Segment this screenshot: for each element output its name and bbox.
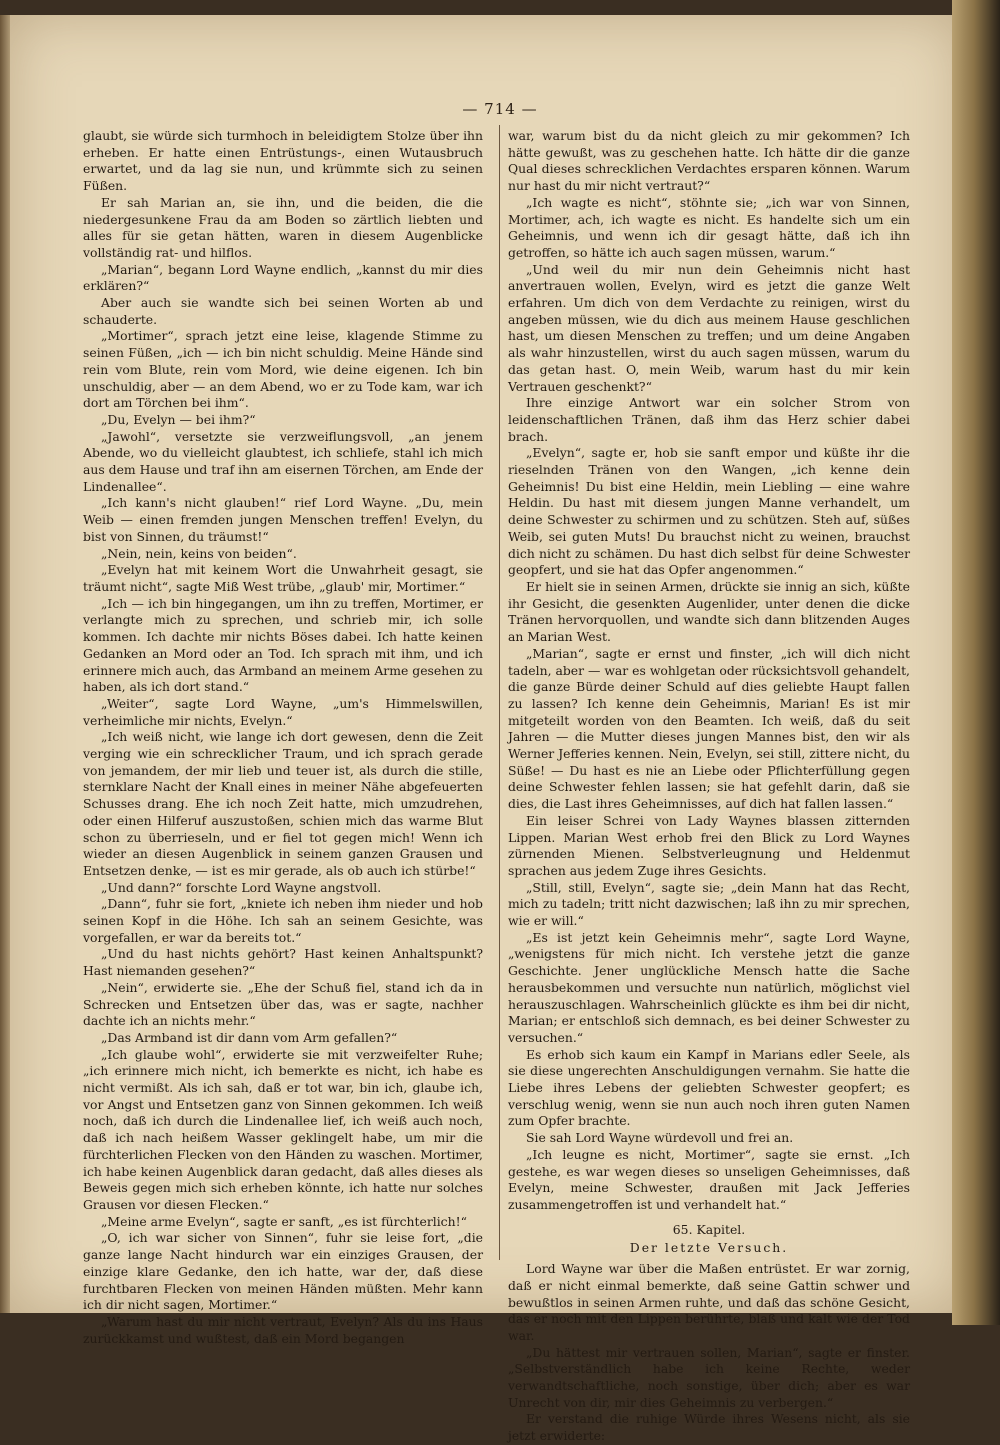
paragraph: „Ich — ich bin hingegangen, um ihn zu treffen, Mortimer, er verlangte mich zu sprechen, und schrieb mir, ich solle kommen. Ich dachte mir nichts Böses dabei. Ich hatte keinen Gedanken an Mord oder an Tod. Ich sprach mit ihm, und ich erinnere mich auch, das Armband an meinem Arme gesehen zu haben, als ich dort stand.“: [83, 595, 483, 695]
paragraph: Lord Wayne war über die Maßen entrüstet. Er war zornig, daß er nicht einmal bemerkte, daß seine Gattin schwer und bewußtlos in seinen Armen ruhte, und daß das schöne Gesicht, das er noch mit den Lippen berührte, blaß und kalt wie der Tod war.: [508, 1261, 910, 1343]
paragraph: „Ich weiß nicht, wie lange ich dort gewesen, denn die Zeit verging wie ein schrecklicher Traum, und ich sprach gerade von jemandem, der mir lieb und teuer ist, als durch die stille, sternklare Nacht der Knall eines in meiner Nähe abgefeuerten Schusses drang. Ehe ich noch Zeit hatte, mich umzudrehen, oder einen Hilferuf auszustoßen, schien mich das warme Blut schon zu überrieseln, und er fiel tot gegen mich! Wenn ich wieder an diesen Augenblick in seinem ganzen Grausen und Entsetzen denke, — ist es mir gerade, als ob auch ich stürbe!“: [83, 729, 483, 878]
paragraph: „Und weil du mir nun dein Geheimnis nicht hast anvertrauen wollen, Evelyn, wird es jetzt die ganze Welt erfahren. Um dich von dem Verdachte zu reinigen, wirst du angeben müssen, wie du dich aus meinem Hause geschlichen hast, um diesen Menschen zu treffen; und um deine Angaben als wahr hinzustellen, wirst du auch sagen müssen, warum du das getan hast. O, mein Weib, warum hast du mir kein Vertrauen geschenkt?“: [508, 261, 910, 394]
paragraph: „Evelyn hat mit keinem Wort die Unwahrheit gesagt, sie träumt nicht“, sagte Miß West trübe, „glaub' mir, Mortimer.“: [83, 562, 483, 594]
paragraph: Ein leiser Schrei von Lady Waynes blassen zitternden Lippen. Marian West erhob frei den Blick zu Lord Waynes zürnenden Mienen. Selbstverleugnung und Heldenmut sprachen aus jedem Zuge ihres Gesichts.: [508, 812, 910, 878]
paragraph: „Nein“, erwiderte sie. „Ehe der Schuß fiel, stand ich da in Schrecken und Entsetzen über das, was er sagte, nachher dachte ich an nichts mehr.“: [83, 979, 483, 1029]
paragraph: „Warum hast du mir nicht vertraut, Evelyn? Als du ins Haus zurückkamst und wußtest, daß ein Mord begangen: [83, 1313, 483, 1346]
paragraph: „Und dann?“ forschte Lord Wayne angstvoll.: [101, 879, 382, 895]
paragraph: Sie sah Lord Wayne würdevoll und frei an.: [526, 1130, 794, 1146]
column-divider: [499, 125, 500, 1260]
paragraph: „Ich kann's nicht glauben!“ rief Lord Wayne. „Du, mein Weib — einen fremden jungen Menschen treffen! Evelyn, du bist von Sinnen, du träumst!“: [83, 495, 483, 544]
chapter-title: Der letzte Versuch.: [629, 1240, 789, 1256]
paragraph: glaubt, sie würde sich turmhoch in beleidigtem Stolze über ihn erheben. Er hatte einen Entrüstungs-, einen Wutausbruch erwartet, und da lag sie nun, und krümmte sich zu seinen Füßen.: [83, 128, 483, 194]
paragraph: Es erhob sich kaum ein Kampf in Marians edler Seele, als sie diese ungerechten Anschuldigungen vernahm. Sie hatte die Liebe ihres Lebens der geliebten Schwester geopfert; es verschlug wenig, wenn sie nun auch noch ihren guten Namen zum Opfer brachte.: [508, 1046, 910, 1129]
paragraph: Er sah Marian an, sie ihn, und die beiden, die die niedergesunkene Frau da am Boden so zärtlich liebten und alles für sie getan hätten, waren in diesem Augenblicke vollständig rat- und hilflos.: [83, 194, 483, 260]
paragraph: „Jawohl“, versetzte sie verzweiflungsvoll, „an jenem Abende, wo du vielleicht glaubtest, ich schliefe, stahl ich mich aus dem Hause und traf ihn am eisernen Törchen, am Ende der Lindenallee“.: [83, 428, 483, 494]
paragraph: „Weiter“, sagte Lord Wayne, „um's Himmelswillen, verheimliche mir nichts, Evelyn.“: [83, 695, 483, 728]
paragraph: „Mortimer“, sprach jetzt eine leise, klagende Stimme zu seinen Füßen, „ich — ich bin nicht schuldig. Meine Hände sind rein vom Blute, rein vom Mord, wie deine eigenen. Ich bin unschuldig, aber — an dem Abend, wo er zu Tode kam, war ich dort am Törchen bei ihm“.: [83, 328, 483, 411]
paragraph: „Es ist jetzt kein Geheimnis mehr“, sagte Lord Wayne, „wenigstens für mich nicht. Ich verstehe jetzt die ganze Geschichte. Jener unglückliche Mensch hatte die Sache herausbekommen und versuchte nun natürlich, möglichst viel herauszuschlagen. Wahrscheinlich glückte es ihm bei dir nicht, Marian; er entschloß sich demnach, es bei deiner Schwester zu versuchen.“: [508, 929, 910, 1045]
paragraph: „Du, Evelyn — bei ihm?“: [101, 411, 256, 427]
paragraph: „Still, still, Evelyn“, sagte sie; „dein Mann hat das Recht, mich zu tadeln; tritt nicht dazwischen; laß ihn zu mir sprechen, wie er will.“: [508, 879, 910, 929]
paragraph: „Das Armband ist dir dann vom Arm gefallen?“: [101, 1029, 398, 1045]
paragraph: „Evelyn“, sagte er, hob sie sanft empor und küßte ihr die rieselnden Tränen von den Wangen, „ich kenne dein Geheimnis! Du bist eine Heldin, mein Liebling — eine wahre Heldin. Du hast mit diesem jungen Manne verhandelt, um deine Schwester zu schirmen und zu schützen. Steh auf, süßes Weib, sei guten Muts! Du brauchst nicht zu weinen, brauchst dich nicht zu schämen. Du hast dich selbst für deine Schwester geopfert, und sie hat das Opfer angenommen.“: [508, 445, 910, 578]
paragraph: Er hielt sie in seinen Armen, drückte sie innig an sich, küßte ihr Gesicht, die gesenkten Augenlider, unter denen die dicke Tränen hervorquollen, und wandte sich dann blitzenden Auges an Marian West.: [508, 578, 910, 645]
paragraph: „Und du hast nichts gehört? Hast keinen Anhaltspunkt? Hast niemanden gesehen?“: [83, 946, 483, 979]
next-page-edge: [952, 0, 1000, 1325]
paragraph: „Meine arme Evelyn“, sagte er sanft, „es ist fürchterlich!“: [101, 1213, 467, 1229]
paragraph: „Ich wagte es nicht“, stöhnte sie; „ich war von Sinnen, Mortimer, ach, ich wagte es nicht. Es handelte sich um ein Geheimnis, und wenn ich dir gesagt hätte, daß ich ihn getroffen, so hätte ich auch sagen müssen, warum.“: [508, 194, 910, 260]
paragraph: Aber auch sie wandte sich bei seinen Worten ab und schauderte.: [83, 295, 483, 327]
paragraph: Er verstand die ruhige Würde ihres Wesens nicht, als sie jetzt erwiderte:: [508, 1411, 910, 1444]
paragraph: „Ich leugne es nicht, Mortimer“, sagte sie ernst. „Ich gestehe, es war wegen dieses so unseligen Geheimnisses, daß Evelyn, meine Schwester, draußen mit Jack Jefferies zusammengetroffen ist und verhandelt hat.“: [508, 1146, 910, 1212]
paragraph: „Marian“, begann Lord Wayne endlich, „kannst du mir dies erklären?“: [83, 261, 483, 294]
right-column: [508, 128, 910, 1445]
chapter-number: 65. Kapitel.: [672, 1221, 746, 1237]
paragraph: „Du hättest mir vertrauen sollen, Marian“, sagte er finster. „Selbstverständlich habe ich keine Rechte, weder verwandtschaftliche, noch sonstige, über dich; aber es war Unrecht von dir, mir dies Geheimnis zu verbergen.“: [508, 1344, 910, 1410]
paragraph: „Dann“, fuhr sie fort, „kniete ich neben ihm nieder und hob seinen Kopf in die Höhe. Ich sah an seinem Gesichte, was vorgefallen, er war da bereits tot.“: [83, 896, 483, 945]
paragraph: Ihre einzige Antwort war ein solcher Strom von leidenschaftlichen Tränen, daß ihm das Herz schier dabei brach.: [508, 395, 910, 444]
paragraph: war, warum bist du da nicht gleich zu mir gekommen? Ich hätte gewußt, was zu geschehen hatte. Ich hätte dir die ganze Qual dieses schrecklichen Verdachtes ersparen können. Warum nur hast du mir nicht vertraut?“: [508, 128, 910, 194]
left-column: [83, 128, 483, 1347]
paragraph: „O, ich war sicher von Sinnen“, fuhr sie leise fort, „die ganze lange Nacht hindurch war ein einziges Grausen, der einzige klare Gedanke, den ich hatte, war der, daß diese furchtbaren Flecken von meinen Händen müßten. Mehr kann ich dir nicht sagen, Mortimer.“: [83, 1230, 483, 1313]
paragraph: „Ich glaube wohl“, erwiderte sie mit verzweifelter Ruhe; „ich erinnere mich nicht, ich bemerkte es nicht, ich habe es nicht vermißt. Als ich sah, daß er tot war, bin ich, glaube ich, vor Angst und Entsetzen ganz von Sinnen gekommen. Ich weiß noch, daß ich durch die Lindenallee lief, ich weiß auch noch, daß ich nach heißem Wasser geklingelt habe, um mir die fürchterlichen Flecken von den Händen zu waschen. Mortimer, ich habe keinen Augenblick daran gedacht, daß alles dieses als Beweis gegen mich sich erheben könnte, ich hatte nur solches Grausen vor diesen Flecken.“: [83, 1046, 483, 1212]
paragraph: „Nein, nein, keins von beiden“.: [101, 545, 297, 561]
paragraph: „Marian“, sagte er ernst und finster, „ich will dich nicht tadeln, aber — war es wohlgetan oder rücksichtsvoll gehandelt, die ganze Bürde deiner Schuld auf dies geliebte Haupt fallen zu lassen? Ich kenne dein Geheimnis, Marian! Es ist mir mitgeteilt worden von den Beamten. Ich weiß, daß du seit Jahren — die Mutter dieses jungen Mannes bist, den wir als Werner Jefferies kennen. Nein, Evelyn, sei still, zittere nicht, du Süße! — Du hast es nie an Liebe oder Pflichterfüllung gegen deine Schwester fehlen lassen; sie hat gefehlt darin, daß sie dies, die Last ihres Geheimnisses, auf dich hat fallen lassen.“: [508, 645, 910, 812]
page-number: — 714 —: [462, 100, 538, 118]
